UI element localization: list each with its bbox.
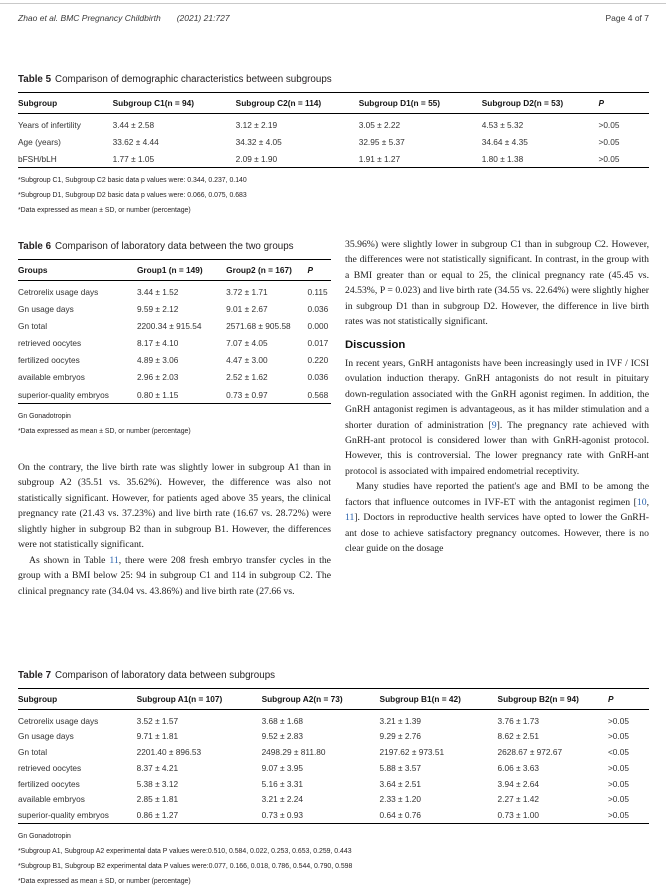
table-cell: 7.07 ± 4.05 (226, 338, 268, 349)
table-cell: 9.71 ± 1.81 (136, 731, 179, 742)
table7-section (18, 670, 649, 889)
table-cell: 2571.68 ± 905.58 (226, 320, 291, 331)
table-cell: 3.44 ± 2.58 (112, 119, 155, 130)
row-label: Gn usage days (18, 731, 74, 742)
paragraph (18, 460, 331, 553)
column-header: Subgroup C2(n = 114) (236, 93, 359, 114)
table-cell: 1.77 ± 1.05 (112, 153, 155, 164)
table7-footnote: *Data expressed as mean ± SD, or number (percentage) (18, 878, 191, 886)
table6-footnotes (18, 409, 331, 439)
header-row (18, 93, 649, 114)
column-header: Subgroup C1(n = 94) (113, 93, 236, 114)
table-row (18, 710, 649, 729)
table-row (18, 334, 331, 351)
table-cell: 32.95 ± 5.37 (358, 136, 405, 147)
table-cell: 0.80 ± 1.15 (136, 389, 179, 400)
table-cell: 3.05 ± 2.22 (358, 119, 401, 130)
table11-link[interactable]: 11 (109, 554, 119, 566)
page-number: Page 4 of 7 (605, 13, 649, 23)
table7-footnote: *Subgroup A1, Subgroup A2 experimental data P values were:0.510, 0.584, 0.022, 0.253, 0.653, 0.259, 0.443 (18, 848, 352, 856)
table-cell: 0.115 (307, 286, 328, 297)
table-cell: 3.68 ± 1.68 (261, 715, 304, 726)
table7-label: Table 7 (18, 670, 52, 681)
table6-label: Table 6 (18, 241, 52, 252)
table-row (18, 114, 649, 134)
table-cell: 2.96 ± 2.03 (136, 372, 179, 383)
table-cell: 2628.67 ± 972.67 (497, 747, 563, 758)
paragraph-text: 35.96%) were slightly lower in subgroup C1 than in subgroup C2. However, the differences were not statistically significant. In contrast, in the group with a BMI greater than or equal to 25, the clinical pregnancy rate (45.45 vs. 24.53%, P = 0.023) and live birth rate (34.55 vs. 22.64%) were slightly higher in subgroup D1 than in subgroup D2. However, the difference in live birth rates was not statistically significant. (345, 239, 649, 328)
row-label: bFSH/bLH (18, 153, 57, 164)
row-label: Gn total (18, 320, 48, 331)
table7-footnotes (18, 829, 649, 889)
paragraph (345, 356, 649, 480)
table-cell: 34.32 ± 4.05 (235, 136, 282, 147)
table-cell: 3.12 ± 2.19 (235, 119, 278, 130)
table5-section (18, 74, 649, 218)
table-row (18, 281, 331, 301)
column-header: Group2 (n = 167) (226, 260, 307, 281)
table-cell: 1.91 ± 1.27 (358, 153, 401, 164)
column-header: Subgroup (18, 689, 137, 710)
table-cell: 1.80 ± 1.38 (481, 153, 524, 164)
column-header: Subgroup B1(n = 42) (380, 689, 498, 710)
paragraph (345, 237, 649, 330)
table-cell: >0.05 (598, 119, 620, 130)
table-cell: 3.21 ± 2.24 (261, 794, 304, 805)
left-text-column (18, 460, 331, 599)
table-row (18, 150, 649, 168)
table-cell: 3.21 ± 1.39 (379, 715, 422, 726)
table7-footnote: *Subgroup B1, Subgroup B2 experimental data P values were:0.077, 0.166, 0.018, 0.786, 0.544, 0.790, 0.598 (18, 863, 353, 871)
discussion-heading: Discussion (345, 338, 406, 351)
row-label: superior-quality embryos (18, 389, 109, 400)
table-cell: 0.73 ± 0.93 (261, 810, 304, 821)
table-cell: <0.05 (607, 747, 629, 758)
row-label: Cetrorelix usage days (18, 715, 99, 726)
table-cell: 2.09 ± 1.90 (235, 153, 278, 164)
table-cell: 0.036 (307, 303, 329, 314)
table5-footnote: *Subgroup D1, Subgroup D2 basic data p values were: 0.066, 0.075, 0.683 (18, 192, 247, 200)
column-header: Groups (18, 260, 137, 281)
column-header: P (608, 689, 649, 710)
table-row (18, 300, 331, 317)
table-cell: 3.52 ± 1.57 (136, 715, 179, 726)
table-cell: >0.05 (607, 778, 629, 789)
row-label: fertilized oocytes (18, 778, 80, 789)
table-cell: 2.27 ± 1.42 (497, 794, 539, 805)
running-head-authors-journal: Zhao et al. BMC Pregnancy Childbirth (18, 13, 161, 23)
paragraph (345, 479, 649, 556)
table-row (18, 760, 649, 776)
right-text-column (345, 237, 649, 557)
row-label: available embryos (18, 372, 85, 383)
table7-footnote: Gn Gonadotropin (18, 833, 71, 841)
table-cell: 5.88 ± 3.57 (379, 762, 422, 773)
header-row (18, 260, 331, 281)
row-label: retrieved oocytes (18, 762, 82, 773)
table-cell: >0.05 (607, 794, 629, 805)
table5 (18, 92, 649, 168)
table-cell: 2200.34 ± 915.54 (136, 320, 202, 331)
table-row (18, 807, 649, 823)
table6-footnote: Gn Gonadotropin (18, 413, 71, 421)
table-cell: >0.05 (598, 153, 620, 164)
running-header (18, 13, 649, 23)
table-cell: >0.05 (607, 810, 629, 821)
table5-footnotes (18, 173, 649, 218)
header-row (18, 689, 649, 710)
row-label: fertilized oocytes (18, 355, 80, 366)
table-row (18, 317, 331, 334)
table6-section (18, 241, 331, 439)
top-rule (0, 3, 666, 4)
table-cell: 8.62 ± 2.51 (497, 731, 539, 742)
table-cell: 9.52 ± 2.83 (261, 731, 304, 742)
table-cell: 2197.62 ± 973.51 (379, 747, 445, 758)
paragraph-text: ]. The pregnancy rate achieved with GnRH-ant protocol is considered lower than with GnRH-agonist protocol. However, this is controversial. The lower pregnancy rate with GnRH-ant protocol is associated with impaired endometrial receptivity. (345, 419, 649, 477)
table-cell: 5.16 ± 3.31 (261, 778, 304, 789)
table5-caption (18, 74, 649, 85)
running-head-citation (18, 13, 230, 23)
table-cell: 9.07 ± 3.95 (261, 762, 304, 773)
table-cell: 5.38 ± 3.12 (136, 778, 179, 789)
table-row (18, 352, 331, 369)
table-cell: >0.05 (607, 762, 629, 773)
table-row (18, 369, 331, 386)
table-row (18, 133, 649, 150)
table-cell: 3.76 ± 1.73 (497, 715, 539, 726)
paragraph-text: ]. Doctors in reproductive health services have opted to lower the GnRH-ant dose to achieve satisfactory pregnancy outcomes. However, there is no clear guide on the dosage (345, 512, 649, 555)
table-cell: 9.01 ± 2.67 (226, 303, 268, 314)
table6-caption-text: Comparison of laboratory data between the two groups (55, 241, 294, 252)
row-label: Age (years) (18, 136, 61, 147)
table5-footnote: *Data expressed as mean ± SD, or number (percentage) (18, 207, 191, 215)
table-cell: 3.72 ± 1.71 (226, 286, 268, 297)
table-cell: 0.568 (307, 389, 329, 400)
table-cell: 2201.40 ± 896.53 (136, 747, 202, 758)
citation-9-link[interactable]: 9 (491, 419, 497, 431)
row-label: available embryos (18, 794, 85, 805)
paragraph-text: In recent years, GnRH antagonists have been increasingly used in IVF / ICSI ovulation induction therapy. GnRH antagonists do not result in pituitary down-regulation associated with the GnRH agonist regimen. In addition, the GnRH antagonist regimen is advantageous, as it has milder stimulation and a shorter duration of administration [ (345, 357, 649, 431)
paragraph (18, 553, 331, 599)
table-cell: >0.05 (598, 136, 620, 147)
column-header: Subgroup A1(n = 107) (137, 689, 262, 710)
table-cell: 33.62 ± 4.44 (112, 136, 159, 147)
column-header: P (598, 93, 649, 114)
table6-footnote: *Data expressed as mean ± SD, or number (percentage) (18, 428, 191, 436)
table-cell: 0.000 (307, 320, 329, 331)
paragraph-text: As shown in Table (29, 554, 110, 566)
row-label: Gn usage days (18, 303, 74, 314)
table-cell: 8.17 ± 4.10 (136, 338, 179, 349)
table6-caption (18, 241, 331, 252)
table-cell: 9.59 ± 2.12 (136, 303, 179, 314)
table-row (18, 386, 331, 404)
column-header: Subgroup D1(n = 55) (359, 93, 482, 114)
paragraph-text: , there were 208 fresh embryo transfer cycles in the group with a BMI below 25: 94 in subgroup C1 and 114 in subgroup C2. The clinical pregnancy rate (34.04 vs. 43.86%) and live birth rate (27.66 vs. (18, 554, 331, 597)
table-cell: 3.94 ± 2.64 (497, 778, 539, 789)
paragraph-text: , (646, 496, 649, 508)
table-cell: >0.05 (607, 715, 629, 726)
table-cell: 34.64 ± 4.35 (481, 136, 528, 147)
table-cell: 0.73 ± 0.97 (226, 389, 268, 400)
table-cell: 3.44 ± 1.52 (136, 286, 179, 297)
column-header: Group1 (n = 149) (137, 260, 226, 281)
row-label: Cetrorelix usage days (18, 286, 99, 297)
citation-11-link[interactable]: 11 (345, 512, 355, 524)
table-cell: 2.52 ± 1.62 (226, 372, 268, 383)
paragraph-text: Many studies have reported the patient's age and BMI to be among the factors that influence outcomes in IVF-ET with the antagonist regimen [ (345, 481, 649, 508)
table-cell: 0.64 ± 0.76 (379, 810, 422, 821)
table5-label: Table 5 (18, 74, 52, 85)
table-cell: 3.64 ± 2.51 (379, 778, 422, 789)
table7 (18, 688, 649, 824)
table-row (18, 744, 649, 760)
citation-10-link[interactable]: 10 (636, 496, 647, 508)
table-row (18, 776, 649, 792)
table-cell: 4.47 ± 3.00 (226, 355, 268, 366)
table-cell: 0.73 ± 1.00 (497, 810, 539, 821)
table-cell: 0.220 (307, 355, 329, 366)
table-row (18, 728, 649, 744)
column-header: P (308, 260, 331, 281)
table6 (18, 259, 331, 404)
table-cell: 4.53 ± 5.32 (481, 119, 524, 130)
table-cell: 8.37 ± 4.21 (136, 762, 179, 773)
column-header: Subgroup A2(n = 73) (262, 689, 380, 710)
table5-footnote: *Subgroup C1, Subgroup C2 basic data p values were: 0.344, 0.237, 0.140 (18, 177, 247, 185)
row-label: Gn total (18, 747, 48, 758)
table-cell: 0.036 (307, 372, 329, 383)
table-cell: 2498.29 ± 811.80 (261, 747, 326, 758)
table5-caption-text: Comparison of demographic characteristics between subgroups (55, 74, 332, 85)
table7-caption (18, 670, 649, 681)
table7-caption-text: Comparison of laboratory data between subgroups (55, 670, 276, 681)
paragraph-text: On the contrary, the live birth rate was slightly lower in subgroup A1 than in subgroup A2 (35.51 vs. 35.62%). However, the difference was also not statistically significant. However, for patients aged above 35 years, the clinical pregnancy rate (21.43 vs. 37.23%) and live birth rate (16.67 vs. 28.72%) were slightly higher in subgroup B2 than in subgroup B1. However, the differences were not statistically significant. (18, 462, 331, 551)
table-row (18, 792, 649, 808)
table-cell: 9.29 ± 2.76 (379, 731, 422, 742)
table-cell: >0.05 (607, 731, 629, 742)
row-label: superior-quality embryos (18, 810, 109, 821)
running-head-volume: (2021) 21:727 (176, 13, 230, 23)
table-cell: 6.06 ± 3.63 (497, 762, 539, 773)
column-header: Subgroup D2(n = 53) (482, 93, 599, 114)
table-cell: 0.86 ± 1.27 (136, 810, 179, 821)
row-label: retrieved oocytes (18, 338, 82, 349)
table-cell: 0.017 (307, 338, 329, 349)
table-cell: 4.89 ± 3.06 (136, 355, 179, 366)
table-cell: 2.85 ± 1.81 (136, 794, 179, 805)
row-label: Years of infertility (18, 119, 81, 130)
column-header: Subgroup B2(n = 94) (498, 689, 608, 710)
column-header: Subgroup (18, 93, 113, 114)
table-cell: 2.33 ± 1.20 (379, 794, 422, 805)
